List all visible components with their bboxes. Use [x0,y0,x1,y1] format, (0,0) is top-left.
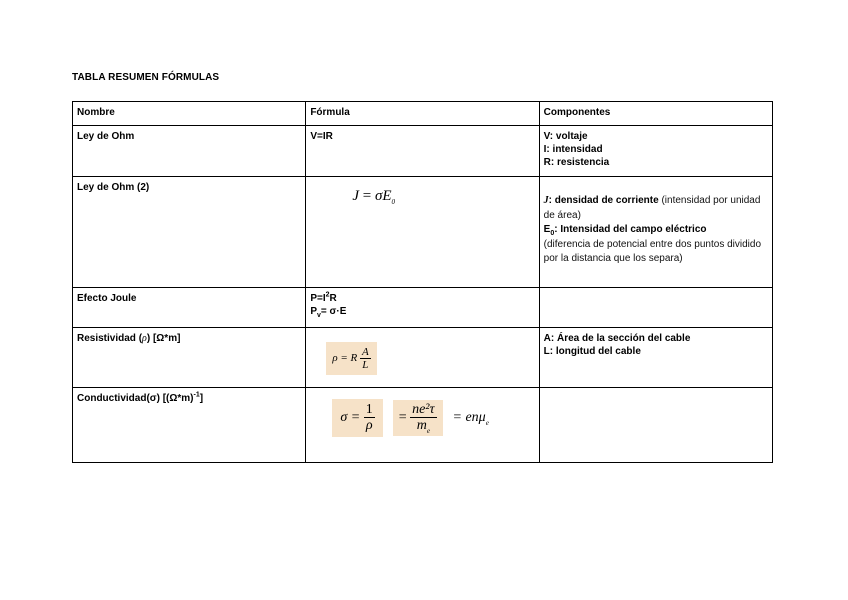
name-unit: ) [Ω*m] [146,333,181,344]
denominator-text: m [416,418,427,434]
component-line: A: Área de la sección del cable [543,333,691,344]
row-conductividad-components [539,388,772,463]
name-superscript: -1 [193,391,200,399]
formula-part: = σ·E [320,306,347,317]
row-joule-name: Efecto Joule [73,288,306,328]
formula-part: P=I [310,293,326,304]
row-conductividad-formula [306,388,539,463]
table-row-resistividad [73,328,773,388]
component-label: : Intensidad del campo eléctrico [554,224,707,235]
formula-part: = [359,188,375,204]
resistivity-formula [326,342,376,375]
row-ohm2-formula [306,177,539,288]
row-resistividad-components [539,328,772,388]
fraction-denominator [415,418,432,436]
row-ohm-name: Ley de Ohm [73,126,306,177]
component-line: L: longitud del cable [543,346,641,357]
formula-subscript: e [485,419,489,428]
formula-fraction [360,346,371,371]
component-description: (diferencia de potencial entre dos puntos dividido por la distancia que los separa) [543,238,762,264]
component-symbol: E [543,224,551,235]
formula-part: σE [374,188,392,204]
name-text: Conductividad(σ) [(Ω*m) [77,393,194,404]
current-density-formula [352,188,534,206]
component-symbol: J [543,195,549,206]
name-text: ] [199,393,204,404]
formula-part: R [329,293,337,304]
row-resistividad-name [73,328,306,388]
table-row-joule [73,288,773,328]
row-ohm2-components [539,177,772,288]
fraction-numerator: 1 [365,402,373,417]
formula-box-2 [393,400,443,436]
formula-fraction [410,402,436,434]
table-row-ohm [73,126,773,177]
fraction-numerator: ne²τ [412,402,435,417]
row-ohm-formula: V=IR [306,126,539,177]
formula-part: = [398,410,407,426]
formula-subscript: v [317,312,321,319]
rho-symbol: ρ [142,333,147,344]
formula-part: σ = [340,410,361,426]
component-description: (intensidad por unidad de área) [543,195,761,221]
formula-part: P [310,306,317,317]
formula-superscript: 2 [325,291,330,299]
formula-part: J [352,188,359,204]
table-row-conductividad [73,388,773,463]
header-formula: Fórmula [306,102,539,126]
joule-formula-2 [310,305,534,318]
row-joule-components [539,288,772,328]
document-title: TABLA RESUMEN FÓRMULAS [72,72,220,83]
denominator-subscript: e [426,427,430,436]
row-ohm-components [539,126,772,177]
table-header-row [73,102,773,126]
formula-subscript: 0 [391,198,396,206]
component-line: V: voltaje [543,131,588,142]
fraction-denominator: ρ [365,418,373,434]
formula-box-1 [332,399,382,437]
joule-formula-1 [310,292,534,305]
row-ohm2-name: Ley de Ohm (2) [73,177,306,288]
row-resistividad-formula [306,328,539,388]
formula-part: = enμ [452,410,486,426]
row-conductividad-name [73,388,306,463]
row-joule-formula [306,288,539,328]
table-row-ohm2 [73,177,773,288]
fraction-denominator: L [362,359,369,372]
formula-fraction [364,402,375,434]
conductivity-formula [332,399,534,437]
component-subscript: 0 [550,230,555,237]
header-name: Nombre [73,102,306,126]
fraction-numerator: A [362,346,369,358]
header-components: Componentes [539,102,772,126]
component-label: : densidad de corriente [548,195,659,206]
component-line: I: intensidad [543,144,603,155]
component-line: R: resistencia [543,157,610,168]
formula-part: ρ = R [332,352,358,365]
formula-summary-table [72,101,773,463]
formula-part-3 [452,410,489,428]
name-text: Resistividad ( [77,333,143,344]
